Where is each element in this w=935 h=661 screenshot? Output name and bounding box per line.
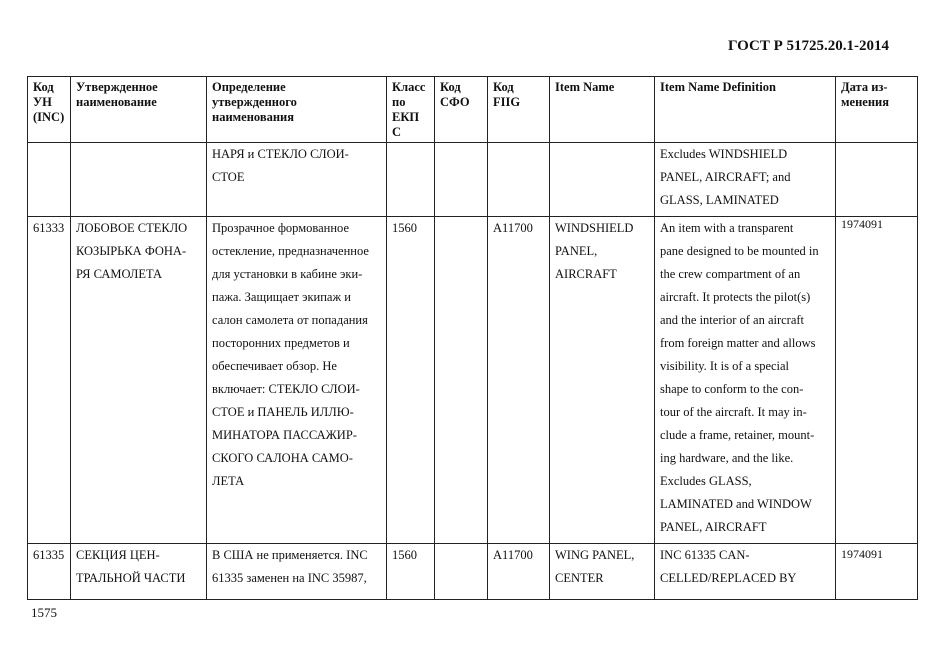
cell-date [836,143,918,217]
header-line: (INC) [33,110,65,124]
cell-approved-name [71,544,207,600]
cell-inc [28,217,71,544]
cell-line: INC 61335 CAN- [660,548,750,562]
col-approved-name [71,77,207,143]
cell-line: from foreign matter and allows [660,336,816,350]
header-line: наименования [212,110,295,124]
table-row [28,143,918,217]
cell-item-name [550,143,655,217]
cell-item-definition [655,143,836,217]
header-line: Дата из- [841,80,888,94]
cell-item-name [550,544,655,600]
cell-line: посторонних предметов и [212,336,350,350]
header-line: ЕКП [392,110,420,124]
cell-line: visibility. It is of a special [660,359,790,373]
page-number: 1575 [31,605,57,620]
cell-line: ing hardware, and the like. [660,451,794,465]
cell-line: СТОЕ и ПАНЕЛЬ ИЛЛЮ- [212,405,354,419]
cell-fiig [488,217,550,544]
cell-line: ЛОБОВОЕ СТЕКЛО [76,221,188,235]
cell-line: clude a frame, retainer, mount- [660,428,815,442]
header-line: Код [493,80,514,94]
cell-line: 1560 [392,221,417,235]
col-item-name [550,77,655,143]
cell-line: остекление, предназначенное [212,244,369,258]
cell-line: tour of the aircraft. It may in- [660,405,807,419]
cell-line: НАРЯ и СТЕКЛО СЛОИ- [212,147,349,161]
cell-line: пажа. Защищает экипаж и [212,290,351,304]
cell-line: A11700 [493,548,533,562]
table-row [28,217,918,544]
cell-line: Excludes WINDSHIELD [660,147,788,161]
cell-item-name [550,217,655,544]
header-line: Код [33,80,54,94]
cell-fiig [488,544,550,600]
cell-class [387,217,435,544]
cell-line: СТОЕ [212,170,245,184]
cell-line: CELLED/REPLACED BY [660,571,797,585]
cell-line: включает: СТЕКЛО СЛОИ- [212,382,360,396]
cell-line: 61335 заменен на INC 35987, [212,571,367,585]
header-line: Item Name [555,80,615,94]
cell-sfo [435,544,488,600]
cell-line: and the interior of an aircraft [660,313,805,327]
cell-line: AIRCRAFT [555,267,617,281]
cell-approved-name [71,143,207,217]
cell-item-definition [655,217,836,544]
col-change-date [836,77,918,143]
table-row [28,544,918,600]
cell-line: ЛЕТА [212,474,245,488]
header-line: FIIG [493,95,521,109]
col-sfo-code [435,77,488,143]
cell-line: РЯ САМОЛЕТА [76,267,163,281]
cell-line: PANEL, AIRCRAFT; and [660,170,791,184]
col-item-name-definition [655,77,836,143]
cell-line: the crew compartment of an [660,267,801,281]
cell-line: LAMINATED and WINDOW [660,497,812,511]
col-inc-code [28,77,71,143]
cell-line: 1560 [392,548,417,562]
cell-fiig [488,143,550,217]
cell-sfo [435,143,488,217]
header-line: УН [33,95,52,109]
header-line: СФО [440,95,470,109]
header-line: Код [440,80,461,94]
col-ekps-class [387,77,435,143]
cell-line: 1974091 [841,217,883,231]
cell-date [836,544,918,600]
header-line: С [392,125,402,139]
cell-line: WING PANEL, [555,548,635,562]
cell-line: WINDSHIELD [555,221,634,235]
header-line: наименование [76,95,157,109]
cell-line: ТРАЛЬНОЙ ЧАСТИ [76,571,186,585]
col-name-definition [207,77,387,143]
cell-item-definition [655,544,836,600]
header-line: утвержденного [212,95,297,109]
cell-line: aircraft. It protects the pilot(s) [660,290,811,304]
cell-line: обеспечивает обзор. Не [212,359,337,373]
cell-line: В США не применяется. INC [212,548,368,562]
cell-line: МИНАТОРА ПАССАЖИР- [212,428,357,442]
cell-definition [207,217,387,544]
cell-line: A11700 [493,221,533,235]
item-name-table [27,76,918,600]
cell-line: An item with a transparent [660,221,794,235]
cell-line: GLASS, LAMINATED [660,193,779,207]
header-line: по [392,95,406,109]
cell-class [387,143,435,217]
header-line: Утвержденное [76,80,158,94]
header-row [28,77,918,143]
cell-line: 1974091 [841,547,883,561]
cell-line: PANEL, [555,244,598,258]
cell-line: салон самолета от попадания [212,313,368,327]
header-line: Определение [212,80,286,94]
cell-inc [28,143,71,217]
cell-line: PANEL, AIRCRAFT [660,520,767,534]
cell-line: Прозрачное формованное [212,221,349,235]
cell-approved-name [71,217,207,544]
cell-inc [28,544,71,600]
cell-definition [207,544,387,600]
cell-sfo [435,217,488,544]
header-line: Item Name Definition [660,80,776,94]
cell-definition [207,143,387,217]
cell-date [836,217,918,544]
cell-line: 61333 [33,221,65,235]
col-fiig-code [488,77,550,143]
cell-line: 61335 [33,548,65,562]
cell-class [387,544,435,600]
standard-designation: ГОСТ Р 51725.20.1-2014 [727,38,889,54]
cell-line: КОЗЫРЬКА ФОНА- [76,244,187,258]
cell-line: pane designed to be mounted in [660,244,819,258]
cell-line: СЕКЦИЯ ЦЕН- [76,548,160,562]
header-line: Класс [392,80,426,94]
cell-line: shape to conform to the con- [660,382,804,396]
cell-line: Excludes GLASS, [660,474,752,488]
cell-line: для установки в кабине эки- [212,267,363,281]
cell-line: CENTER [555,571,604,585]
header-line: менения [841,95,889,109]
cell-line: СКОГО САЛОНА САМО- [212,451,353,465]
